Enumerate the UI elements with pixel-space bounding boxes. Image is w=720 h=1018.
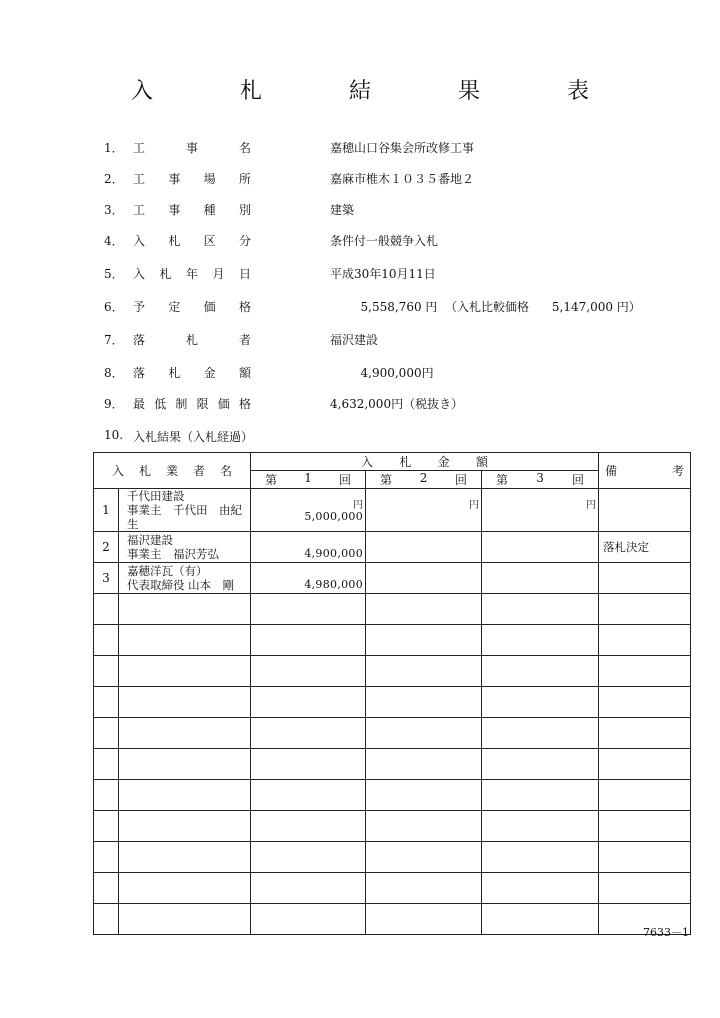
empty-cell <box>482 687 599 718</box>
empty-cell <box>482 749 599 780</box>
empty-cell <box>251 594 366 625</box>
info-row <box>0 331 720 353</box>
empty-cell <box>119 873 251 904</box>
empty-cell <box>119 656 251 687</box>
empty-row <box>94 780 691 811</box>
empty-cell <box>251 842 366 873</box>
info-number: 4． <box>104 234 124 248</box>
empty-cell <box>251 904 366 935</box>
info-label: 最 低 制 限 価 格 <box>133 397 251 411</box>
empty-row <box>94 873 691 904</box>
row-number: 3 <box>94 563 119 594</box>
info-value: 建築 <box>330 203 355 217</box>
info-row <box>0 364 720 386</box>
info-number: 3． <box>104 203 124 217</box>
empty-cell <box>119 749 251 780</box>
empty-cell <box>251 687 366 718</box>
page-code: 7633－1 <box>643 926 689 939</box>
empty-cell <box>251 749 366 780</box>
info-number: 8． <box>104 366 124 380</box>
round-2-amount <box>366 532 482 563</box>
empty-cell <box>94 811 119 842</box>
round-1-amount: 4,980,000 <box>251 563 366 594</box>
empty-row <box>94 749 691 780</box>
empty-cell <box>251 873 366 904</box>
empty-cell <box>119 625 251 656</box>
empty-cell <box>94 904 119 935</box>
info-label: 工 事 種 別 <box>133 203 251 217</box>
round-2-amount <box>366 563 482 594</box>
empty-row <box>94 842 691 873</box>
empty-cell <box>599 811 691 842</box>
info-label: 落 札 金 額 <box>133 366 251 380</box>
remark-cell <box>599 563 691 594</box>
empty-row <box>94 687 691 718</box>
row-number: 1 <box>94 489 119 532</box>
empty-cell <box>366 625 482 656</box>
empty-cell <box>94 718 119 749</box>
empty-cell <box>251 811 366 842</box>
info-row <box>0 298 720 320</box>
round-3-amount: 円 <box>482 489 599 532</box>
header-bidder-name: 入 札 業 者 名 <box>94 453 251 489</box>
empty-cell <box>366 687 482 718</box>
empty-cell <box>366 594 482 625</box>
info-label: 工 事 場 所 <box>133 172 251 186</box>
empty-cell <box>366 842 482 873</box>
empty-row <box>94 594 691 625</box>
remark-cell <box>599 489 691 532</box>
empty-row <box>94 656 691 687</box>
info-value: 5,558,760 円 （入札比較価格 5,147,000 円） <box>330 300 641 314</box>
empty-cell <box>599 842 691 873</box>
empty-cell <box>366 873 482 904</box>
round-2-amount: 円 <box>366 489 482 532</box>
header-remarks: 備 考 <box>599 453 691 489</box>
empty-row <box>94 625 691 656</box>
empty-cell <box>482 718 599 749</box>
empty-cell <box>94 780 119 811</box>
info-value: 平成30年10月11日 <box>330 267 436 281</box>
empty-cell <box>366 811 482 842</box>
table-row <box>94 563 691 594</box>
empty-cell <box>482 811 599 842</box>
empty-cell <box>119 780 251 811</box>
section-10-label: 入札結果（入札経過） <box>133 430 254 444</box>
empty-cell <box>482 780 599 811</box>
empty-row <box>94 811 691 842</box>
info-number: 1． <box>104 141 124 155</box>
info-label: 入 札 年 月 日 <box>133 267 251 281</box>
info-label: 工 事 名 <box>133 141 251 155</box>
bidder-name: 千代田建設 事業主 千代田 由紀生 <box>119 489 251 532</box>
header-bid-amount: 入 札 金 額 <box>251 453 599 471</box>
table-row <box>94 532 691 563</box>
empty-cell <box>94 656 119 687</box>
remark-cell: 落札決定 <box>599 532 691 563</box>
info-value: 嘉麻市椎木１０３５番地２ <box>330 172 475 186</box>
empty-cell <box>482 904 599 935</box>
empty-cell <box>251 625 366 656</box>
round-1-amount: 円 5,000,000 <box>251 489 366 532</box>
info-row <box>0 265 720 287</box>
header-round-2: 第 2 回 <box>366 471 482 489</box>
info-row <box>0 232 720 254</box>
empty-cell <box>94 594 119 625</box>
empty-cell <box>94 687 119 718</box>
empty-cell <box>251 718 366 749</box>
info-row <box>0 170 720 192</box>
empty-cell <box>366 904 482 935</box>
round-1-amount: 4,900,000 <box>251 532 366 563</box>
section-10 <box>0 428 720 450</box>
empty-cell <box>599 718 691 749</box>
info-label: 予 定 価 格 <box>133 300 251 314</box>
empty-cell <box>599 656 691 687</box>
empty-cell <box>482 842 599 873</box>
empty-cell <box>251 780 366 811</box>
bid-results-table <box>93 452 691 935</box>
empty-cell <box>599 625 691 656</box>
empty-cell <box>366 718 482 749</box>
empty-cell <box>94 749 119 780</box>
info-number: 7． <box>104 333 124 347</box>
empty-row <box>94 904 691 935</box>
table-row <box>94 489 691 532</box>
info-row <box>0 139 720 161</box>
page-title: 入 札 結 果 表 <box>131 79 629 104</box>
round-3-amount <box>482 532 599 563</box>
empty-cell <box>599 873 691 904</box>
bidder-name: 嘉穂洋瓦（有） 代表取締役 山本 剛 <box>119 563 251 594</box>
round-3-amount <box>482 563 599 594</box>
empty-cell <box>482 873 599 904</box>
info-number: 6． <box>104 300 124 314</box>
info-value: 4,632,000円（税抜き） <box>330 397 464 411</box>
info-label: 落 札 者 <box>133 333 251 347</box>
info-value: 条件付一般競争入札 <box>330 234 439 248</box>
empty-cell <box>366 656 482 687</box>
info-value: 嘉穂山口谷集会所改修工事 <box>330 141 475 155</box>
info-label: 入 札 区 分 <box>133 234 251 248</box>
empty-cell <box>119 594 251 625</box>
empty-cell <box>119 811 251 842</box>
info-value: 福沢建設 <box>330 333 379 347</box>
info-number: 9． <box>104 397 124 411</box>
info-row <box>0 395 720 417</box>
empty-cell <box>119 842 251 873</box>
info-value: 4,900,000円 <box>330 366 434 380</box>
info-number: 5． <box>104 267 124 281</box>
empty-cell <box>94 842 119 873</box>
header-round-3: 第 3 回 <box>482 471 599 489</box>
empty-cell <box>251 656 366 687</box>
section-10-number: 10. <box>104 428 124 442</box>
empty-cell <box>94 873 119 904</box>
empty-cell <box>366 749 482 780</box>
header-round-1: 第 1 回 <box>251 471 366 489</box>
empty-cell <box>599 687 691 718</box>
empty-cell <box>482 594 599 625</box>
info-row <box>0 201 720 223</box>
empty-cell <box>599 780 691 811</box>
empty-cell <box>599 594 691 625</box>
bidder-name: 福沢建設 事業主 福沢芳弘 <box>119 532 251 563</box>
empty-cell <box>482 656 599 687</box>
row-number: 2 <box>94 532 119 563</box>
empty-cell <box>366 780 482 811</box>
info-number: 2． <box>104 172 124 186</box>
empty-cell <box>119 904 251 935</box>
empty-cell <box>119 718 251 749</box>
empty-row <box>94 718 691 749</box>
empty-cell <box>482 625 599 656</box>
empty-cell <box>94 625 119 656</box>
empty-cell <box>119 687 251 718</box>
empty-cell <box>599 749 691 780</box>
